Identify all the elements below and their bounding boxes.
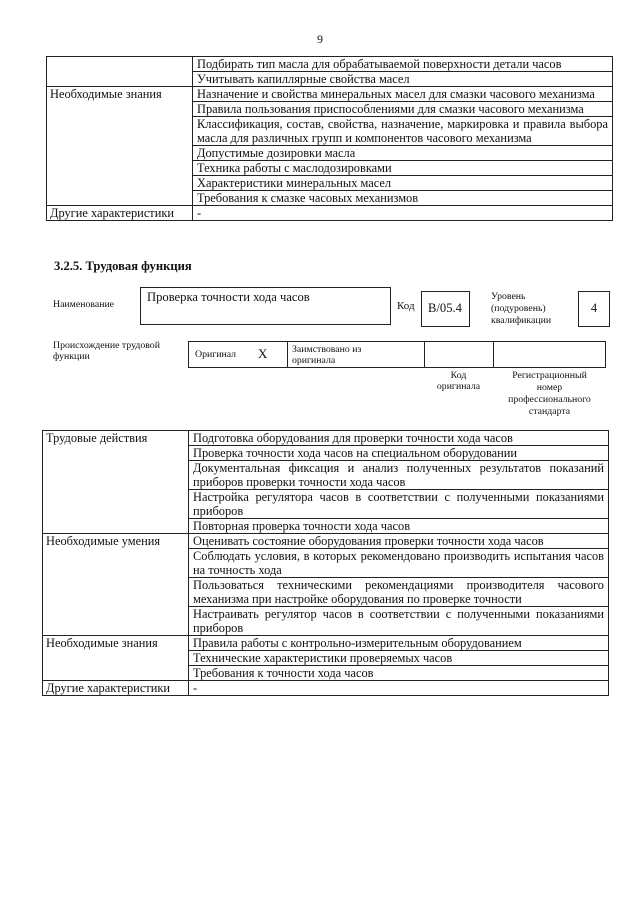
row-label-actions: Трудовые действия — [43, 431, 189, 534]
table-row — [43, 534, 609, 549]
table-row — [47, 57, 613, 72]
page-number: 9 — [317, 32, 323, 46]
table-cell: Соблюдать условия, в которых рекомендовано производить испытания часов на точность хода — [189, 549, 609, 578]
code-box — [421, 291, 470, 327]
row-label-other: Другие характеристики — [47, 206, 193, 221]
table-cell: Учитывать капиллярные свойства масел — [193, 72, 613, 87]
level-box — [578, 291, 610, 327]
table-cell: Классификация, состав, свойства, назначение, маркировка и правила выбора масла для различных групп и компонентов часового механизма — [193, 117, 613, 146]
table-row — [47, 206, 613, 221]
name-box — [140, 287, 391, 325]
table-cell: - — [189, 681, 609, 696]
table-row — [43, 636, 609, 651]
table-cell: Проверка точности хода часов на специальном оборудовании — [189, 446, 609, 461]
row-label-other: Другие характеристики — [43, 681, 189, 696]
skills-table-continued — [46, 56, 613, 221]
row-label-knowledge: Необходимые знания — [47, 87, 193, 206]
table-cell: Подбирать тип масла для обрабатываемой поверхности детали часов — [193, 57, 613, 72]
table-cell: Правила пользования приспособлениями для смазки часового механизма — [193, 102, 613, 117]
level-value: 4 — [590, 301, 598, 315]
code-original-label-line2: оригинала — [436, 381, 481, 392]
table-cell: Подготовка оборудования для проверки точности хода часов — [189, 431, 609, 446]
divider — [424, 341, 425, 368]
table-cell: Требования к смазке часовых механизмов — [193, 191, 613, 206]
table-cell: Повторная проверка точности хода часов — [189, 519, 609, 534]
registration-label-line4: стандарта — [528, 406, 571, 417]
labor-function-table — [42, 430, 609, 696]
name-label: Наименование — [53, 299, 115, 310]
table-cell: Настройка регулятора часов в соответствии с полученными показаниями приборов — [189, 490, 609, 519]
table-cell: - — [193, 206, 613, 221]
table-cell: Допустимые дозировки масла — [193, 146, 613, 161]
row-label-knowledge: Необходимые знания — [43, 636, 189, 681]
table-cell: Требования к точности хода часов — [189, 666, 609, 681]
row-label-empty — [47, 57, 193, 87]
table-cell: Документальная фиксация и анализ полученных результатов показаний приборов проверки точности хода часов — [189, 461, 609, 490]
table-cell: Техника работы с маслодозировками — [193, 161, 613, 176]
table-cell: Технические характеристики проверяемых часов — [189, 651, 609, 666]
borrowed-label: Заимствовано из оригинала — [292, 344, 362, 366]
table-cell: Настраивать регулятор часов в соответствии с полученными показаниями приборов — [189, 607, 609, 636]
table-row — [43, 681, 609, 696]
table-row — [47, 87, 613, 102]
registration-label-line1: Регистрационный — [512, 370, 587, 381]
code-original-label — [424, 370, 493, 392]
original-mark: X — [258, 346, 268, 361]
code-value: B/05.4 — [428, 301, 462, 315]
table-cell: Правила работы с контрольно-измерительным оборудованием — [189, 636, 609, 651]
level-label-line1: Уровень — [491, 291, 526, 302]
function-name: Проверка точности хода часов — [147, 290, 310, 304]
registration-label — [493, 370, 606, 418]
row-label-skills: Необходимые умения — [43, 534, 189, 636]
table-row — [43, 431, 609, 446]
table-cell: Характеристики минеральных масел — [193, 176, 613, 191]
registration-label-line3: профессионального — [508, 394, 591, 405]
code-original-label-line1: Код — [450, 370, 467, 381]
level-label-line2: (подуровень) — [491, 303, 546, 314]
code-label: Код — [397, 300, 415, 312]
origin-label: Происхождение трудовой функции — [53, 340, 160, 362]
level-label-line3: квалификации — [491, 315, 552, 326]
table-cell: Назначение и свойства минеральных масел для смазки часового механизма — [193, 87, 613, 102]
divider — [493, 341, 494, 368]
table-cell: Пользоваться техническими рекомендациями производителя часового механизма при настройке оборудования по проверке точности — [189, 578, 609, 607]
registration-label-line2: номер — [536, 382, 563, 393]
section-title: 3.2.5. Трудовая функция — [54, 259, 192, 273]
divider — [287, 341, 288, 368]
table-cell: Оценивать состояние оборудования проверки точности хода часов — [189, 534, 609, 549]
original-label: Оригинал — [195, 349, 237, 360]
